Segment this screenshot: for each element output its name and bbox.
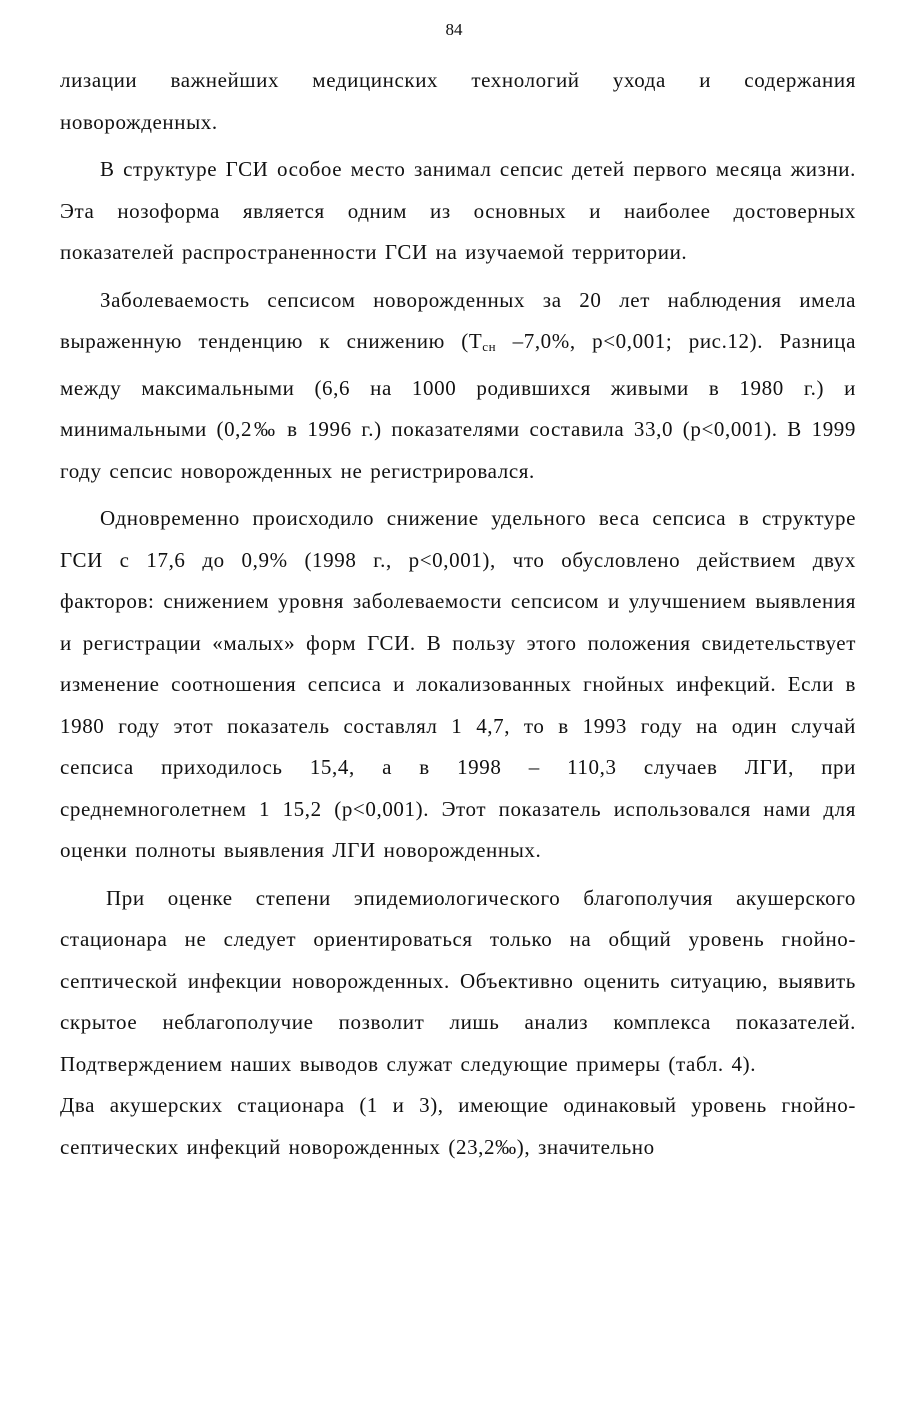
paragraph-sepsis-incidence — [60, 280, 856, 493]
paragraph-two-hospitals: Два акушерских стационара (1 и 3), имеющие одинаковый уровень гнойно-септических инфекций новорожденных (23,2‰), значительно — [60, 1093, 856, 1159]
paragraph-continuation: лизации важнейших медицинских технологий ухода и содержания новорожденных. — [60, 68, 856, 134]
paragraph-epidemiological-assessment: При оценке степени эпидемиологического благополучия акушерского стационара не следует ориентироваться только на общий уровень гнойно-септической инфекции новорожденных. Объективно оценить ситуацию, выявить скрытое неблагополучие позволит лишь анализ комплекса показателей. Подтверждением наших выводов служат следующие примеры (табл. 4). — [60, 885, 856, 1076]
paragraph-sepsis-structure: В структуре ГСИ особое место занимал сепсис детей первого месяца жизни. Эта нозоформа является одним из основных и наиболее достоверных показателей распространенности ГСИ на изучаемой территории. — [60, 157, 856, 264]
paragraph-sepsis-proportion: Одновременно происходило снижение удельного веса сепсиса в структуре ГСИ с 17,6 до 0,9% (1998 г., р<0,001), что обусловлено действием двух факторов: снижением уровня заболеваемости сепсисом и улучшением выявления и регистрации «малых» форм ГСИ. В пользу этого положения свидетельствует изменение соотношения сепсиса и локализованных гнойных инфекций. Если в 1980 году этот показатель составлял 1 4,7, то в 1993 году на один случай сепсиса приходилось 15,4, а в 1998 – 110,3 случаев ЛГИ, при среднемноголетнем 1 15,2 (р<0,001). Этот показатель использовался нами для оценки полноты выявления ЛГИ новорожденных. — [60, 506, 856, 862]
paragraph-text-before-subscript: Заболеваемость сепсисом новорожденных за 20 лет наблюдения имела выраженную тенденцию к снижению (Т — [60, 287, 856, 353]
body-text — [60, 60, 856, 1168]
paragraph-text-after-subscript: –7,0%, р<0,001; рис.12). Разница между максимальными (6,6 на 1000 родившихся живыми в 1980 г.) и минимальными (0,2‰ в 1996 г.) показателями составила 33,0 (р<0,001). В 1999 году сепсис новорожденных не регистрировался. — [60, 329, 856, 483]
page-number: 84 — [445, 20, 463, 39]
subscript-sn: сн — [482, 339, 497, 354]
